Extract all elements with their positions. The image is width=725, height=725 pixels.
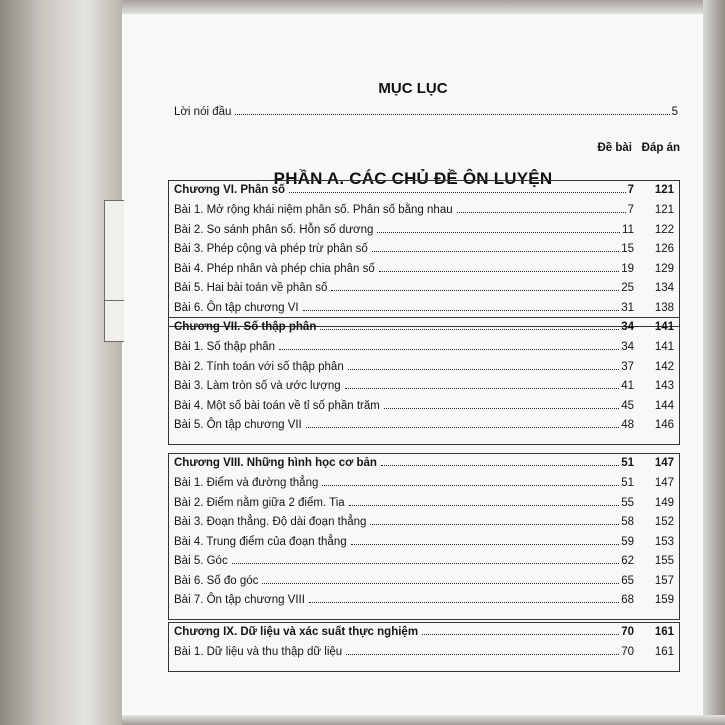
chapter-title: Chương VI. Phân số: [174, 184, 286, 196]
lesson-row: [174, 263, 674, 275]
lesson-row: [174, 646, 674, 658]
dot-leader: [377, 232, 620, 233]
answer-page: 147: [654, 477, 674, 489]
answer-page: 159: [654, 594, 674, 606]
exercise-page: 11: [622, 223, 634, 236]
page-tab: [104, 300, 126, 342]
lesson-title: Bài 3. Đoạn thẳng. Độ dài đoạn thẳng: [174, 516, 367, 528]
exercise-page: 15: [621, 243, 634, 255]
answer-page: 143: [654, 380, 674, 392]
answer-page: 129: [654, 262, 674, 275]
preface-label: Lời nói đầu: [174, 106, 232, 118]
lesson-title: Bài 6. Số đo góc: [174, 574, 259, 587]
exercise-page: 34: [621, 341, 634, 353]
toc-title: MỤC LỤC: [378, 80, 448, 97]
answer-page: 121: [654, 184, 674, 196]
answer-page: 122: [654, 223, 674, 236]
dot-leader: [262, 583, 619, 584]
column-dap-an: Đáp án: [641, 142, 680, 154]
exercise-page: 55: [621, 496, 634, 509]
dot-leader: [309, 602, 619, 603]
exercise-page: 37: [621, 360, 634, 373]
lesson-row: [174, 224, 674, 236]
answer-page: 121: [654, 204, 674, 216]
dot-leader: [379, 271, 619, 272]
answer-page: 146: [654, 419, 674, 431]
lesson-row: [174, 282, 674, 294]
chapter-title: Chương VIII. Những hình học cơ bản: [174, 457, 377, 469]
toc-page: [124, 14, 702, 714]
exercise-page: 41: [621, 380, 634, 392]
lesson-row: [174, 380, 674, 392]
dot-leader: [320, 329, 619, 330]
exercise-page: 7: [627, 204, 634, 216]
lesson-title: Bài 4. Trung điểm của đoạn thẳng: [174, 535, 347, 548]
dot-leader: [457, 212, 626, 213]
lesson-title: Bài 1. Số thập phân: [174, 341, 276, 353]
lesson-row: [174, 555, 674, 567]
exercise-page: 31: [621, 301, 634, 314]
lesson-row: [174, 341, 674, 353]
book-left-edge: [0, 0, 122, 725]
dot-leader: [384, 408, 619, 409]
lesson-title: Bài 1. Điểm và đường thẳng: [174, 477, 319, 489]
preface-page: 5: [671, 106, 678, 118]
dot-leader: [422, 634, 619, 635]
lesson-row: [174, 536, 674, 548]
lesson-title: Bài 5. Góc: [174, 555, 228, 567]
answer-page: 138: [654, 301, 674, 314]
exercise-page: 65: [621, 574, 634, 587]
lesson-title: Bài 4. Phép nhân và phép chia phân số: [174, 262, 375, 275]
lesson-title: Bài 5. Ôn tập chương VII: [174, 419, 302, 431]
answer-page: 142: [654, 360, 674, 373]
chapter-heading: [174, 184, 674, 196]
lesson-title: Bài 1. Mở rộng khái niệm phân số. Phân số bằng nhau: [174, 204, 453, 216]
answer-page: 153: [654, 535, 674, 548]
lesson-title: Bài 3. Phép cộng và phép trừ phân số: [174, 243, 368, 255]
lesson-row: [174, 243, 674, 255]
answer-page: 161: [654, 626, 674, 638]
lesson-row: [174, 400, 674, 412]
answer-page: 157: [654, 574, 674, 587]
exercise-page: 7: [627, 184, 634, 196]
lesson-row: [174, 302, 674, 314]
dot-leader: [232, 563, 620, 564]
dot-leader: [348, 369, 619, 370]
answer-page: 126: [654, 243, 674, 255]
dot-leader: [331, 290, 619, 291]
lesson-row: [174, 594, 674, 606]
exercise-page: 19: [621, 262, 634, 275]
lesson-row: [174, 497, 674, 509]
exercise-page: 68: [621, 594, 634, 606]
exercise-page: 34: [621, 321, 634, 333]
exercise-page: 70: [621, 626, 634, 638]
dot-leader: [322, 485, 619, 486]
answer-page: 134: [654, 282, 674, 294]
dot-leader: [346, 654, 619, 655]
dot-leader: [351, 544, 620, 545]
dot-leader: [306, 427, 619, 428]
chapter-heading: [174, 321, 674, 333]
answer-page: 161: [654, 646, 674, 658]
book-bottom-edge: [122, 715, 725, 725]
lesson-title: Bài 7. Ôn tập chương VIII: [174, 594, 305, 606]
lesson-title: Bài 6. Ôn tập chương VI: [174, 301, 299, 314]
answer-page: 147: [654, 457, 674, 469]
lesson-row: [174, 419, 674, 431]
exercise-page: 70: [621, 646, 634, 658]
lesson-title: Bài 2. Điểm nằm giữa 2 điểm. Tia: [174, 496, 345, 509]
lesson-title: Bài 5. Hai bài toán về phân số: [174, 282, 328, 294]
dot-leader: [345, 388, 620, 389]
exercise-page: 51: [621, 457, 634, 469]
column-de-bai: Đề bài: [597, 142, 632, 154]
exercise-page: 45: [621, 399, 634, 412]
exercise-page: 59: [621, 535, 634, 548]
answer-page: 152: [654, 516, 674, 528]
answer-page: 155: [654, 555, 674, 567]
dot-leader: [303, 310, 620, 311]
lesson-row: [174, 516, 674, 528]
part-title: PHẦN A. CÁC CHỦ ĐỀ ÔN LUYỆN: [273, 169, 553, 188]
answer-page: 144: [654, 399, 674, 412]
lesson-title: Bài 3. Làm tròn số và ước lượng: [174, 380, 341, 392]
dot-leader: [289, 192, 626, 193]
exercise-page: 58: [621, 516, 634, 528]
dot-leader: [349, 505, 620, 506]
book-top-edge: [122, 0, 725, 14]
lesson-row: [174, 477, 674, 489]
exercise-page: 25: [621, 282, 634, 294]
lesson-title: Bài 4. Một số bài toán về tỉ số phần trăm: [174, 399, 380, 412]
book-right-edge: [703, 0, 725, 725]
dot-leader: [370, 524, 619, 525]
chapter-title: Chương VII. Số thập phân: [174, 321, 317, 333]
exercise-page: 51: [621, 477, 634, 489]
lesson-title: Bài 2. So sánh phân số. Hỗn số dương: [174, 223, 374, 236]
dot-leader: [372, 251, 619, 252]
chapter-title: Chương IX. Dữ liệu và xác suất thực nghiệm: [174, 626, 419, 638]
dot-leader: [381, 465, 619, 466]
exercise-page: 62: [621, 555, 634, 567]
preface-row: [174, 106, 678, 118]
lesson-title: Bài 2. Tính toán với số thập phân: [174, 360, 344, 373]
lesson-row: [174, 575, 674, 587]
exercise-page: 48: [621, 419, 634, 431]
answer-page: 141: [654, 321, 674, 333]
chapter-heading: [174, 457, 674, 469]
dot-leader: [279, 349, 619, 350]
answer-page: 149: [654, 496, 674, 509]
dot-leader: [235, 114, 669, 115]
lesson-row: [174, 361, 674, 373]
chapter-heading: [174, 626, 674, 638]
lesson-row: [174, 204, 674, 216]
answer-page: 141: [654, 341, 674, 353]
lesson-title: Bài 1. Dữ liệu và thu thập dữ liệu: [174, 646, 343, 658]
